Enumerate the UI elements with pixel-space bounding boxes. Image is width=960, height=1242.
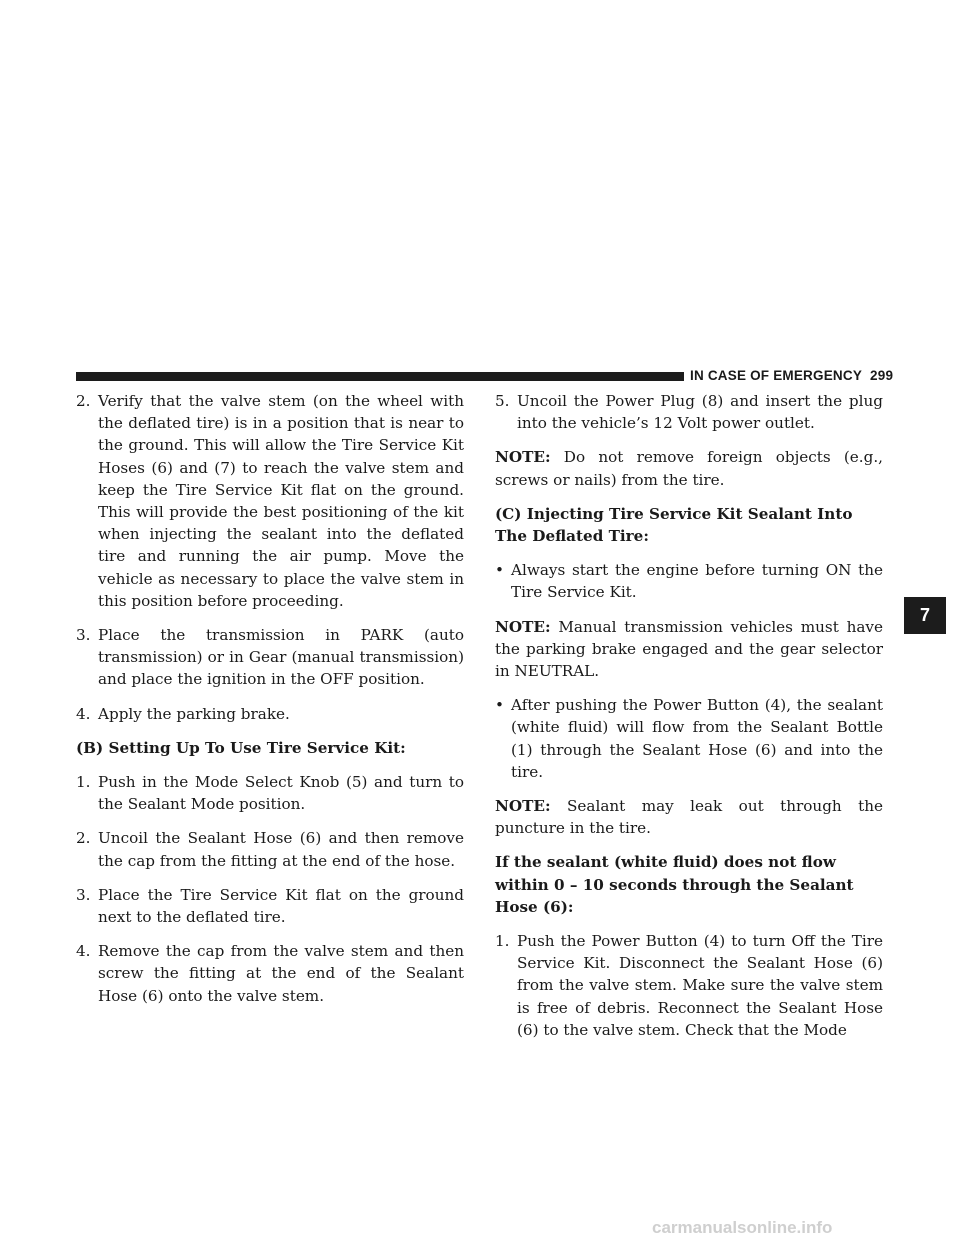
chapter-tab: 7 [904, 597, 946, 634]
right-column [495, 390, 883, 1053]
item-text: Verify that the valve stem (on the wheel with the deflated tire) is in a position that is near to the ground. This will allow the Tire Service Kit Hoses (6) and (7) to reach the valve stem and keep the Tire Service Kit flat on the ground. This will provide the best positioning of the kit when injecting the sealant into the deflated tire and running the air pump. Move the vehicle as necessary to place the valve stem in this position before proceeding. [98, 392, 464, 610]
bullet-text: Always start the engine before turning ON the Tire Service Kit. [511, 561, 883, 602]
running-header [690, 368, 894, 383]
list-item [76, 390, 464, 612]
note-text: Manual transmission vehicles must have the parking brake engaged and the gear selector in NEUTRAL. [495, 617, 883, 681]
list-item [76, 703, 464, 725]
section-subheading: (C) Injecting Tire Service Kit Sealant Into The Deflated Tire: [495, 504, 853, 546]
header-rule [76, 372, 684, 381]
bullet-text: After pushing the Power Button (4), the sealant (white fluid) will flow from the Sealant Bottle (1) through the Sealant Hose (6) and into the tire. [511, 696, 883, 781]
list-item [76, 884, 464, 928]
bullet-marker: • [495, 561, 504, 580]
item-text: Push in the Mode Select Knob (5) and turn to the Sealant Mode position. [98, 773, 464, 814]
item-text: Uncoil the Power Plug (8) and insert the plug into the vehicle’s 12 Volt power outlet. [517, 392, 883, 433]
item-number: 3. [76, 885, 91, 904]
list-item [495, 930, 883, 1041]
list-item [495, 390, 883, 434]
item-text: Place the Tire Service Kit flat on the ground next to the deflated tire. [98, 885, 464, 927]
note-label: NOTE: [495, 797, 551, 816]
item-number: 5. [495, 392, 510, 410]
item-text: Uncoil the Sealant Hose (6) and then remove the cap from the fitting at the end of the hose. [98, 829, 464, 870]
bullet-marker: • [495, 696, 504, 715]
bullet-item [495, 694, 883, 783]
item-number: 4. [76, 704, 91, 723]
note-text: Sealant may leak out through the puncture in the tire. [495, 797, 883, 838]
note-label: NOTE: [495, 448, 551, 467]
item-text: Remove the cap from the valve stem and then screw the fitting at the end of the Sealant Hose (6) onto the valve stem. [98, 942, 464, 1005]
section-subheading: (B) Setting Up To Use Tire Service Kit: [76, 738, 406, 757]
note-paragraph [495, 616, 883, 683]
left-column [76, 390, 464, 1019]
section-title: IN CASE OF EMERGENCY [690, 368, 863, 383]
list-item [76, 771, 464, 815]
note-label: NOTE: [495, 617, 551, 636]
item-number: 1. [495, 932, 510, 951]
note-paragraph [495, 795, 883, 839]
item-number: 1. [76, 773, 91, 792]
list-item [76, 827, 464, 871]
note-text: Do not remove foreign objects (e.g., screws or nails) from the tire. [495, 448, 883, 489]
watermark: carmanualsonline.info [652, 1218, 833, 1237]
list-item [76, 940, 464, 1007]
item-number: 4. [76, 942, 91, 961]
item-number: 2. [76, 392, 91, 410]
page-number: 299 [870, 368, 894, 383]
bullet-item [495, 559, 883, 603]
bold-condition-paragraph: If the sealant (white fluid) does not flow within 0 – 10 seconds through the Sealant Hose (6): [495, 853, 854, 916]
item-number: 2. [76, 829, 91, 848]
item-number: 3. [76, 626, 91, 645]
item-text: Push the Power Button (4) to turn Off the Tire Service Kit. Disconnect the Sealant Hose (6) from the valve stem. Make sure the valve stem is free of debris. Reconnect the Sealant Hose (6) to the valve stem. Check that the Mode [517, 932, 883, 1039]
item-text: Place the transmission in PARK (auto transmission) or in Gear (manual transmission) and place the ignition in the OFF position. [98, 626, 464, 689]
list-item [76, 624, 464, 691]
note-paragraph [495, 446, 883, 490]
item-text: Apply the parking brake. [98, 704, 290, 723]
